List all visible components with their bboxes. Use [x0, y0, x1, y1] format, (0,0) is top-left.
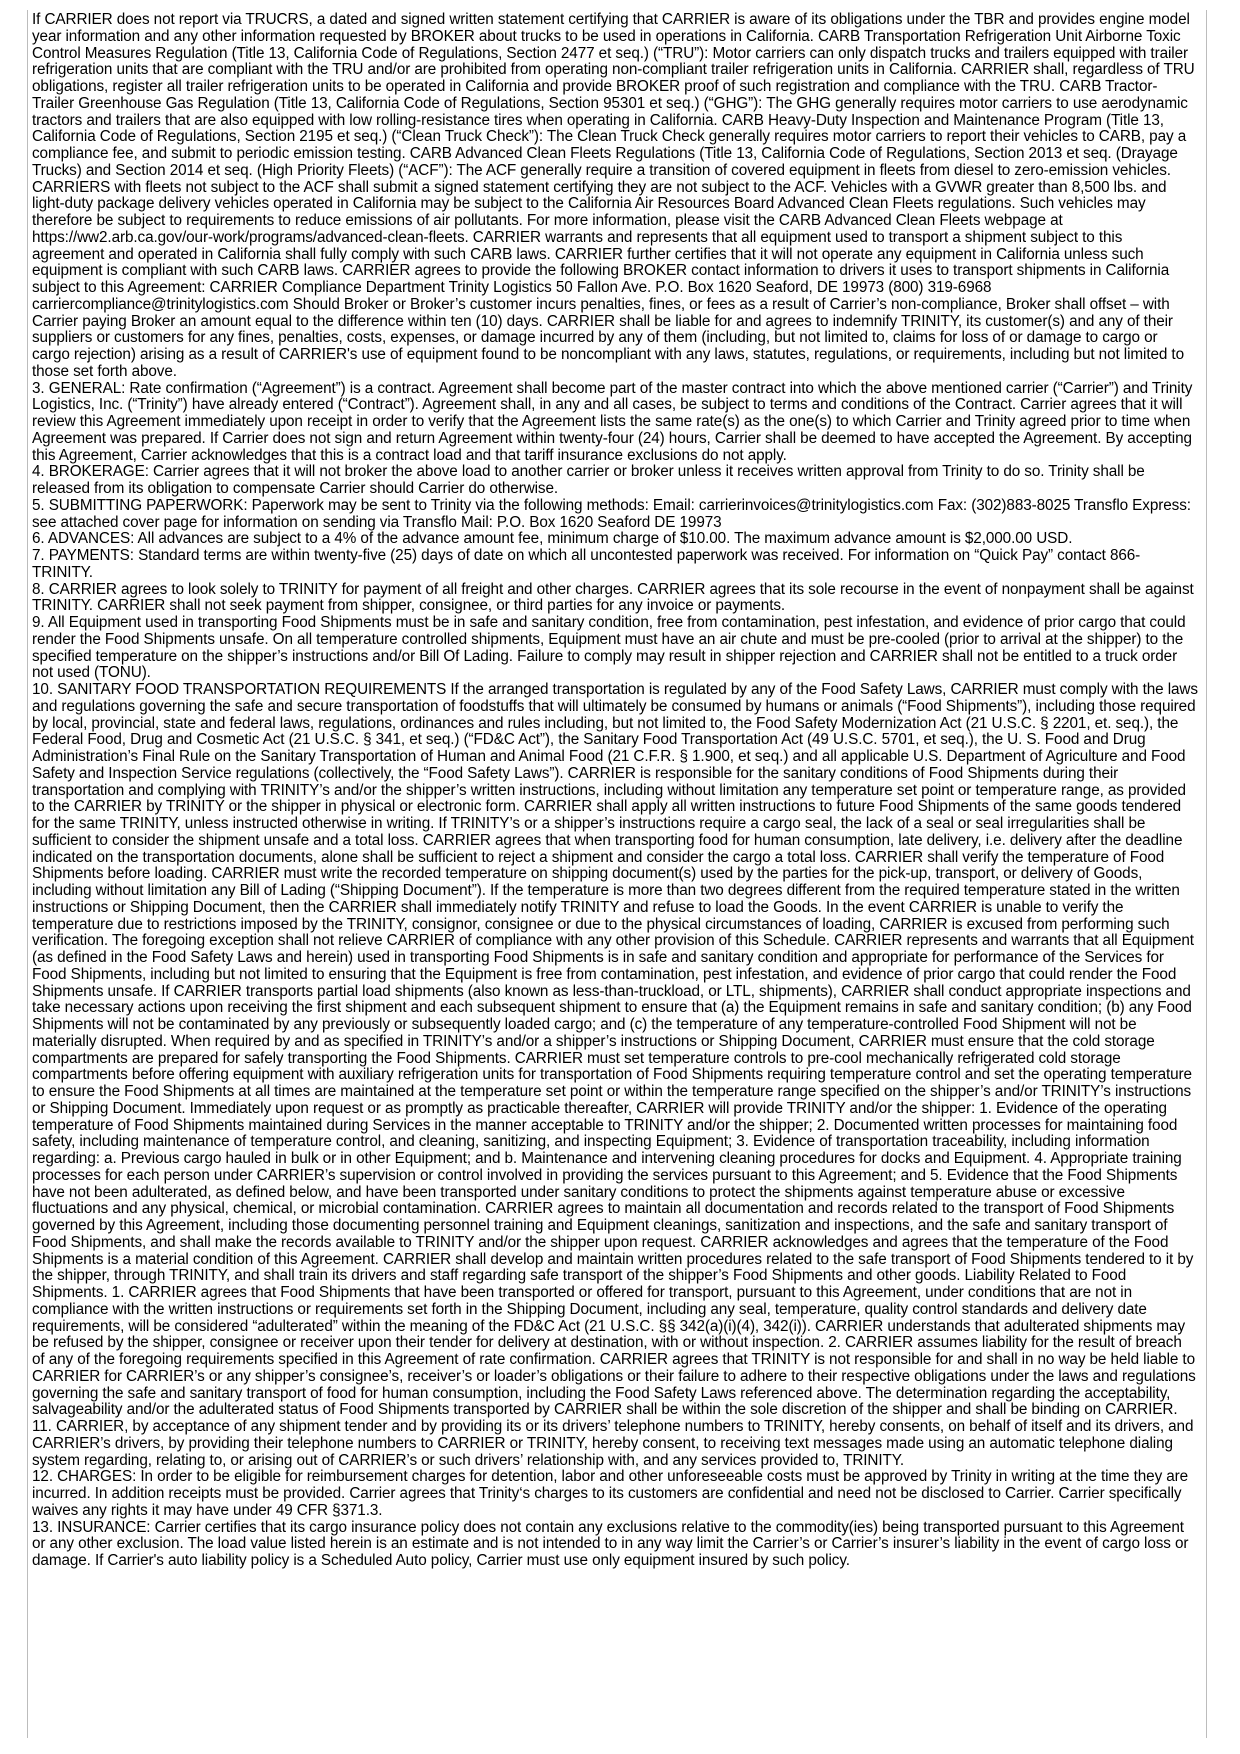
paragraph-equipment: 9. All Equipment used in transporting Food Shipments must be in safe and sanitary condition, free from contamination, pest infestation, and evidence of prior cargo that could render the Food Shipments unsafe. On all temperature controlled shipments, Equipment must have an air chute and must be pre-cooled (prior to arrival at the shipper) to the specified temperature on the shipper’s instructions and/or Bill Of Lading. Failure to comply may result in shipper rejection and CARRIER shall not be entitled to a truck order not used (TONU). [32, 614, 1186, 682]
paragraph-brokerage: 4. BROKERAGE: Carrier agrees that it will not broker the above load to another carrier or broker unless it receives written approval from Trinity to do so. Trinity shall be released from its obligation to compensate Carrier should Carrier do otherwise. [32, 463, 1145, 497]
paragraph-general: 3. GENERAL: Rate confirmation (“Agreement”) is a contract. Agreement shall become part of the master contract into which the above mentioned carrier (“Carrier”) and Trinity Logistics, Inc. (“Trinity”) have already entered (“Contract”). Agreement shall, in any and all cases, be subject to terms and conditions of the Contract. Carrier agrees that it will review this Agreement immediately upon receipt in order to verify that the Agreement lists the same rate(s) as the one(s) to which Carrier and Trinity agreed prior to time when Agreement was prepared. If Carrier does not sign and return Agreement within twenty-four (24) hours, Carrier shall be deemed to have accepted the Agreement. By accepting this Agreement, Carrier acknowledges that this is a contract load and that tariff insurance exclusions do not apply. [32, 379, 1193, 464]
paragraph-charges: 12. CHARGES: In order to be eligible for reimbursement charges for detention, labor and other unforeseeable costs must be approved by Trinity in writing at the time they are incurred. In addition receipts must be provided. Carrier agrees that Trinity‘s charges to its customers are confidential and need not be disclosed to Carrier. Carrier specifically waives any rights it may have under 49 CFR §371.3. [32, 1468, 1189, 1519]
paragraph-carb-compliance: If CARRIER does not report via TRUCRS, a dated and signed written statement certifying that CARRIER is aware of its obligations under the TBR and provides engine model year information and any other information requested by BROKER about trucks to be used in operations in California. CARB Transportation Refrigeration Unit Airborne Toxic Control Measures Regulation (Title 13, California Code of Regulations, Section 2477 et seq.) (“TRU”): Motor carriers can only dispatch trucks and trailers equipped with trailer refrigeration units that are compliant with the TRU and/or are prohibited from operating non-compliant trailer refrigeration units in California. CARRIER shall, regardless of TRU obligations, register all trailer refrigeration units to be operated in California and provide BROKER proof of such registration and compliance with the TRU. CARB Tractor-Trailer Greenhouse Gas Regulation (Title 13, California Code of Regulations, Section 95301 et seq.) (“GHG”): The GHG generally requires motor carriers to use aerodynamic tractors and trailers that are also equipped with low rolling-resistance tires when operating in California. CARB Heavy-Duty Inspection and Maintenance Program (Title 13, California Code of Regulations, Section 2195 et seq.) (“Clean Truck Check”): The Clean Truck Check generally requires motor carriers to report their vehicles to CARB, pay a compliance fee, and submit to periodic emission testing. CARB Advanced Clean Fleets Regulations (Title 13, California Code of Regulations, Section 2013 et seq. (Drayage Trucks) and Section 2014 et seq. (High Priority Fleets) (“ACF”): The ACF generally require a transition of covered equipment in fleets from diesel to zero-emission vehicles. CARRIERS with fleets not subject to the ACF shall submit a signed statement certifying they are not subject to the ACF. Vehicles with a GVWR greater than 8,500 lbs. and light-duty package delivery vehicles operated in California may be subject to the California Air Resources Board Advanced Clean Fleets regulations. Such vehicles may therefore be subject to requirements to reduce emissions of air pollutants. For more information, please visit the CARB Advanced Clean Fleets webpage at https://ww2.arb.ca.gov/our-work/programs/advanced-clean-fleets. CARRIER warrants and represents that all equipment used to transport a shipment subject to this agreement and operated in California shall fully comply with such CARB laws. CARRIER further certifies that it will not operate any equipment in California unless such equipment is compliant with such CARB laws. CARRIER agrees to provide the following BROKER contact information to drivers it uses to transport shipments in California subject to this Agreement: CARRIER Compliance Department Trinity Logistics 50 Fallon Ave. P.O. Box 1620 Seaford, DE 19973 (800) 319-6968 carriercompliance@trinitylogistics.com Should Broker or Broker’s customer incurs penalties, fines, or fees as a result of Carrier’s non-compliance, Broker shall offset – with Carrier paying Broker an amount equal to the difference within ten (10) days. CARRIER shall be liable for and agrees to indemnify TRINITY, its customer(s) and any of their suppliers or customers for any fines, penalties, costs, expenses, or damage incurred by any of them (including, but not limited to, claims for loss of or damage to cargo or cargo rejection) arising as a result of CARRIER's use of equipment found to be noncompliant with any laws, statutes, regulations, or requirements, including but not limited to those set forth above. [32, 11, 1195, 380]
paragraph-sanitary-food: 10. SANITARY FOOD TRANSPORTATION REQUIREMENTS If the arranged transportation is regulated by any of the Food Safety Laws, CARRIER must comply with the laws and regulations governing the safe and secure transportation of foodstuffs that will ultimately be consumed by humans or animals (“Food Shipments”), including those required by local, provincial, state and federal laws, regulations, ordinances and rules including, but not limited to, the Food Safety Modernization Act (21 U.S.C. § 2201, et. seq.), the Federal Food, Drug and Cosmetic Act (21 U.S.C. § 341, et seq.) (“FD&C Act”), the Sanitary Food Transportation Act (49 U.S.C. 5701, et seq.), the U. S. Food and Drug Administration’s Final Rule on the Sanitary Transportation of Human and Animal Food (21 C.F.R. § 1.900, et seq.) and all applicable U.S. Department of Agriculture and Food Safety and Inspection Service regulations (collectively, the “Food Safety Laws”). CARRIER is responsible for the sanitary conditions of Food Shipments during their transportation and complying with TRINITY’s and/or the shipper’s written instructions, including without limitation any temperature set point or temperature range, as provided to the CARRIER by TRINITY or the shipper in physical or electronic form. CARRIER shall apply all written instructions to future Food Shipments of the same goods tendered for the same TRINITY, unless instructed otherwise in writing. If TRINITY’s or a shipper’s instructions require a cargo seal, the lack of a seal or seal irregularities shall be sufficient to consider the shipment unsafe and a total loss. CARRIER agrees that when transporting food for human consumption, late delivery, i.e. delivery after the deadline indicated on the transportation documents, alone shall be sufficient to reject a shipment and consider the cargo a total loss. CARRIER shall verify the temperature of Food Shipments before loading. CARRIER must write the recorded temperature on shipping document(s) used by the parties for the pick-up, transport, or delivery of Goods, including without limitation any Bill of Lading (“Shipping Document”). If the temperature is more than two degrees different from the required temperature stated in the written instructions or Shipping Document, then the CARRIER shall immediately notify TRINITY and refuse to load the Goods. In the event CARRIER is unable to verify the temperature due to restrictions imposed by the TRINITY, consignor, consignee or due to the physical circumstances of loading, CARRIER is excused from performing such verification. The foregoing exception shall not relieve CARRIER of compliance with any other provision of this Schedule. CARRIER represents and warrants that all Equipment (as defined in the Food Safety Laws and herein) used in transporting Food Shipments is in safe and sanitary condition and appropriate for performance of the Services for Food Shipments, including but not limited to ensuring that the Equipment is free from contamination, pest infestation, and evidence of prior cargo that could render the Food Shipments unsafe. If CARRIER transports partial load shipments (also known as less-than-truckload, or LTL, shipments), CARRIER shall conduct appropriate inspections and take necessary actions upon receiving the first shipment and each subsequent shipment to ensure that (a) the Equipment remains in safe and sanitary condition; (b) any Food Shipments will not be contaminated by any previously or subsequently loaded cargo; and (c) the temperature of any temperature-controlled Food Shipment will not be materially disrupted. When required by and as specified in TRINITY’s and/or a shipper’s instructions or Shipping Document, CARRIER must ensure that the cold storage compartments are prepared for safely transporting the Food Shipments. CARRIER must set temperature controls to pre-cool mechanically refrigerated cold storage compartments before offering equipment with auxiliary refrigeration units for transportation of Food Shipments requiring temperature control and set the operating temperature to ensure the Food Shipments at all times are maintained at the temperature set point or within the temperature range specified on the shipper’s and/or TRINITY’s instructions or Shipping Document. Immediately upon request or as promptly as practicable thereafter, CARRIER will provide TRINITY and/or the shipper: 1. Evidence of the operating temperature of Food Shipments maintained during Services in the manner acceptable to TRINITY and/or the shipper; 2. Documented written processes for maintaining food safety, including maintenance of temperature control, and cleaning, sanitizing, and inspecting Equipment; 3. Evidence of transportation traceability, including information regarding: a. Previous cargo hauled in bulk or in other Equipment; and b. Maintenance and intervening cleaning procedures for docks and Equipment. 4. Appropriate training processes for each person under CARRIER’s supervision or control involved in providing the services pursuant to this Agreement; and 5. Evidence that the Food Shipments have not been adulterated, as defined below, and have been transported under sanitary conditions to protect the shipments against temperature abuse or excessive fluctuations and any physical, chemical, or microbial contamination. CARRIER agrees to maintain all documentation and records related to the transport of Food Shipments governed by this Agreement, including those documenting personnel training and Equipment cleanings, sanitization and inspections, and the safe and sanitary transport of Food Shipments, and shall make the records available to TRINITY and/or the shipper upon request. CARRIER acknowledges and agrees that the temperature of the Food Shipments is a material condition of this Agreement. CARRIER shall develop and maintain written procedures related to the safe transport of Food Shipments tendered to it by the shipper, through TRINITY, and shall train its drivers and staff regarding safe transport of the shipper’s Food Shipments and other goods. Liability Related to Food Shipments. 1. CARRIER agrees that Food Shipments that have been transported or offered for transport, pursuant to this Agreement, under conditions that are not in compliance with the written instructions or requirements set forth in the Shipping Document, including any seal, temperature, quality control standards and delivery date requirements, will be considered “adulterated” within the meaning of the FD&C Act (21 U.S.C. §§ 342(a)(i)(4), 342(i)). CARRIER understands that adulterated shipments may be refused by the shipper, consignee or receiver upon their tender for delivery at destination, with or without inspection. 2. CARRIER assumes liability for the result of breach of any of the foregoing requirements specified in this Agreement of rate confirmation. CARRIER agrees that TRINITY is not responsible for and shall in no way be held liable to CARRIER for CARRIER’s or any shipper’s consignee’s, receiver’s or loader’s obligations or their failure to adhere to their respective obligations under the laws and regulations governing the safe and sanitary transport of food for human consumption, including the Food Safety Laws referenced above. The determination regarding the acceptability, salvageability and/or the adulterated status of Food Shipments transported by CARRIER shall be within the sole discretion of the shipper and shall be binding on CARRIER. [32, 681, 1198, 1419]
paragraph-payment-recourse: 8. CARRIER agrees to look solely to TRINITY for payment of all freight and other charges. CARRIER agrees that its sole recourse in the event of nonpayment shall be against TRINITY. CARRIER shall not seek payment from shipper, consignee, or third parties for any invoice or payments. [32, 580, 1194, 615]
paragraph-advances: 6. ADVANCES: All advances are subject to a 4% of the advance amount fee, minimum charge of $10.00. The maximum advance amount is $2,000.00 USD. [32, 530, 1073, 548]
paragraph-insurance: 13. INSURANCE: Carrier certifies that its cargo insurance policy does not contain any exclusions relative to the commodity(ies) being transported pursuant to this Agreement or any other exclusion. The load value listed herein is an estimate and is not intended to in any way limit the Carrier’s or Carrier’s insurer’s liability in the event of cargo loss or damage. If Carrier's auto liability policy is a Scheduled Auto policy, Carrier must use only equipment insured by such policy. [32, 1518, 1189, 1569]
paragraph-submitting-paperwork: 5. SUBMITTING PAPERWORK: Paperwork may be sent to Trinity via the following methods: Email: carrierinvoices@trinitylogistics.com Fax: (302)883-8025 Transflo Express: see attached cover page for information on sending via Transflo Mail: P.O. Box 1620 Seaford DE 19973 [32, 496, 1191, 531]
paragraph-text-consent: 11. CARRIER, by acceptance of any shipment tender and by providing its or its drivers’ telephone numbers to TRINITY, hereby consents, on behalf of itself and its drivers, and CARRIER’s drivers, by providing their telephone numbers to CARRIER or TRINITY, hereby consent, to receiving text messages made using an automatic telephone dialing system regarding, relating to, or arising out of CARRIER’s or such drivers’ relationship with, and any services provided to, TRINITY. [32, 1418, 1194, 1469]
paragraph-payments: 7. PAYMENTS: Standard terms are within twenty-five (25) days of date on which all uncontested paperwork was received. For information on “Quick Pay” contact 866-TRINITY. [32, 547, 1141, 581]
document-page [27, 10, 1207, 1738]
